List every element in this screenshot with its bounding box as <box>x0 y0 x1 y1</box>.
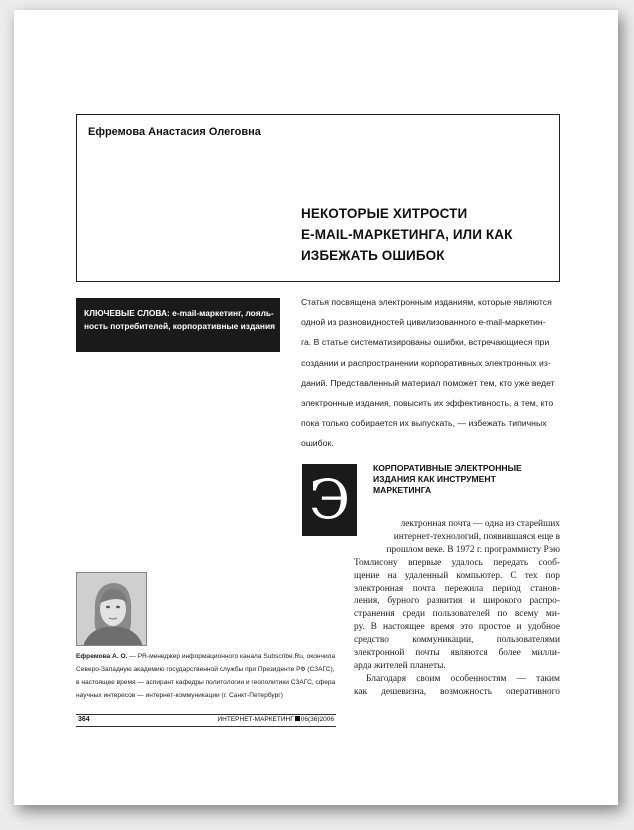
abstract-line: электронные издания, повысить их эффективность, а тем, кто <box>301 398 554 409</box>
body-line: лектронная почта — одна из старейших <box>400 519 560 529</box>
abstract <box>301 292 561 454</box>
body-line: прошлом веке. В 1972 г. программисту Рэю <box>386 544 560 555</box>
journal-name <box>200 716 334 723</box>
body-line: ления, бурного развития и широкого распро- <box>354 596 560 607</box>
keywords-line: ность потребителей, корпоративные издания <box>84 321 276 331</box>
body-line: ру. В настоящее время это простое и удобное <box>354 622 560 633</box>
page-number: 364 <box>78 716 90 723</box>
body-line: интернет-технологий, появившаяся еще в <box>393 531 560 542</box>
title-line: НЕКОТОРЫЕ ХИТРОСТИ <box>301 206 468 221</box>
square-bullet-icon <box>295 716 300 721</box>
body-line: как дешевизна, возможность оперативного <box>354 686 560 697</box>
keywords-box <box>76 298 280 352</box>
section-heading-line: КОРПОРАТИВНЫЕ ЭЛЕКТРОННЫЕ <box>373 463 522 473</box>
title-line: E-MAIL-МАРКЕТИНГА, ИЛИ КАК <box>301 227 513 242</box>
author-portrait-icon <box>77 573 147 646</box>
bio-name: Ефремова А. О. <box>76 653 128 660</box>
body-text <box>354 518 560 699</box>
body-line: Благодаря своим особенностям — таким <box>366 673 560 684</box>
section-heading-line: ИЗДАНИЯ КАК ИНСТРУМЕНТ <box>373 474 496 484</box>
body-line: странения среди пользователей по всему ми- <box>354 609 560 620</box>
body-line: щение на удаленный компьютер. С тех пор <box>354 570 560 581</box>
abstract-line: одной из разновидностей цивилизованного e-mail-маркетин- <box>301 317 546 328</box>
bio-line <box>76 651 338 664</box>
bio-line: Северо-Западную академию государственной службы при Президенте РФ (СЗАГС), <box>76 665 335 673</box>
author-bio <box>76 651 338 703</box>
abstract-line: даний. Представленный материал поможет тем, кто уже ведет <box>301 377 555 388</box>
journal-page <box>14 10 618 805</box>
journal-title: ИНТЕРНЕТ-МАРКЕТИНГ <box>217 716 294 723</box>
body-line: арда жителей планеты. <box>354 660 446 671</box>
abstract-line: пока только собирается их выпускать, — избежать типичных <box>301 418 547 429</box>
drop-cap: Э <box>302 464 357 536</box>
body-line: электронной почты являются более милли- <box>354 648 560 659</box>
section-heading-line: МАРКЕТИНГА <box>373 485 432 495</box>
bio-line: научных интересов — интернет-коммуникации (г. Санкт-Петербург) <box>76 691 283 699</box>
article-title <box>301 203 551 266</box>
body-line: Томлисону впервые удалось передать сооб- <box>354 557 560 568</box>
journal-issue: 06(36)2006 <box>300 716 334 723</box>
bio-line: в настоящее время — аспирант кафедры политологии и геополитики СЗАГС, сфера <box>76 678 336 686</box>
body-line: электронная почта пережила период станов- <box>354 583 560 594</box>
abstract-line: Статья посвящена электронным изданиям, которые являются <box>301 297 552 307</box>
abstract-line: создании и распространении корпоративных электронных из- <box>301 357 551 368</box>
author-name: Ефремова Анастасия Олеговна <box>88 126 261 138</box>
keywords-line: КЛЮЧЕВЫЕ СЛОВА: e-mail-маркетинг, лояль- <box>84 308 274 318</box>
abstract-line: га. В статье систематизированы ошибки, встречающиеся при <box>301 337 550 348</box>
section-heading <box>373 463 563 496</box>
body-line: средство коммуникации, пользователями <box>354 635 560 646</box>
author-photo <box>76 572 147 646</box>
abstract-line: ошибок. <box>301 438 334 449</box>
title-line: ИЗБЕЖАТЬ ОШИБОК <box>301 248 445 263</box>
bio-text: — PR-менеджер информационного канала Subscribe.Ru, окончила <box>127 653 336 660</box>
